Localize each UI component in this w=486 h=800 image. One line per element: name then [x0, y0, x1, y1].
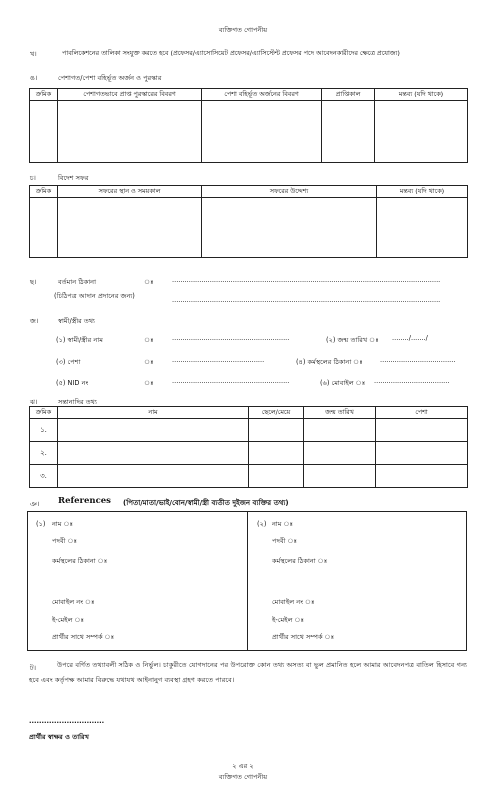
children-cell[interactable] — [58, 442, 249, 465]
travel-col-serial: ক্রমিক — [30, 186, 58, 198]
travel-cell[interactable] — [58, 198, 202, 258]
ref1-mobile-label: মোবাইল নং ঃ — [52, 598, 95, 606]
awards-col-nonprofessional: পেশা বহির্ভূত অর্জনের বিবরণ — [202, 89, 322, 101]
children-cell[interactable] — [376, 465, 468, 488]
section-uo-label: ঙ। — [30, 74, 38, 82]
spouse-nid-field[interactable]: ........................................................ — [172, 377, 290, 385]
signature-label: প্রার্থীর স্বাক্ষর ও তারিখ — [29, 733, 89, 741]
ref2-mobile-label: মোবাইল নং ঃ — [272, 598, 315, 606]
table-row — [30, 419, 468, 442]
section-kha-label: খ। — [30, 50, 37, 58]
references-divider — [247, 512, 248, 650]
children-cell[interactable] — [58, 419, 249, 442]
section-kha-text: পাবলিকেশনের তালিকা সংযুক্ত করতে হবে (প্রফেসর/এ্যাসোসিয়েট প্রফেসর/এ্যাসিস্টেন্ট প্রফেসর পদে আবেদনকারীদের ক্ষেত্রে প্রযোজ্য) — [62, 49, 400, 57]
travel-col-place: সফরের স্থান ও সময়কাল — [58, 186, 202, 198]
children-cell[interactable] — [249, 465, 304, 488]
ref1-relation-label: প্রার্থীর সাথে সম্পর্ক ঃ — [52, 633, 115, 641]
spouse-mobile-field[interactable]: .................................... — [374, 377, 450, 385]
travel-table — [29, 185, 468, 258]
awards-cell[interactable] — [322, 101, 375, 163]
spouse-profession-colon: ঃ — [144, 358, 154, 366]
awards-cell[interactable] — [375, 101, 468, 163]
address-note: (চিঠিপত্র আদান প্রদানের জন্য) — [54, 292, 135, 300]
section-chha-label: ছ। — [30, 278, 37, 286]
awards-col-serial: ক্রমিক — [30, 89, 58, 101]
ref2-workplace-label: কর্মস্থলের ঠিকানা ঃ — [272, 557, 328, 565]
ref2-name-label: নাম ঃ — [272, 520, 294, 528]
spouse-nid-label: (৫) NID নং — [56, 379, 89, 387]
children-cell[interactable] — [304, 442, 376, 465]
spouse-name-field[interactable]: ........................................................ — [172, 334, 290, 342]
children-cell[interactable] — [376, 442, 468, 465]
travel-cell[interactable] — [377, 198, 468, 258]
children-row-serial: ১. — [30, 419, 58, 442]
references-box — [27, 511, 467, 651]
spouse-workplace-field[interactable]: .................................... — [380, 356, 456, 364]
awards-cell[interactable] — [58, 101, 202, 163]
spouse-mobile-label: (৬) মোবাইল ঃ — [320, 379, 366, 387]
section-ta-label: ট। — [30, 664, 36, 672]
ref1-workplace-label: কর্মস্থলের ঠিকানা ঃ — [52, 557, 108, 565]
section-ja-label: জ। — [30, 317, 39, 325]
references-title: References — [58, 496, 111, 506]
spouse-dob-field[interactable]: ......../......./ — [392, 334, 428, 342]
spouse-name-label: (১) স্বামী/স্ত্রীর নাম — [56, 336, 103, 344]
section-uo-title: পেশাগত/পেশা বহির্ভূত অর্জন ও পুরস্কার — [58, 74, 162, 82]
table-row — [30, 442, 468, 465]
children-row-serial: ২. — [30, 442, 58, 465]
declaration-text: উপরে বর্ণিত তথ্যাবলী সঠিক ও নির্ভুল। চাকুরীতে যোগদানের পর উপরোক্ত কোন তথ্য অসত্য বা ভুল প্রমানিত হলে আমার আবেদনপত্র বাতিল হিসাবে গন্য হবে এবং কর্তৃপক্ষ আমার বিরুদ্ধে যথাযথ আইনানুগ ব্যবস্থা গ্রহণ করতে পারবে। — [29, 661, 467, 684]
children-row-serial: ৩. — [30, 465, 58, 488]
section-cha-title: বিদেশ সফর — [58, 174, 89, 182]
ref1-name-label: নাম ঃ — [52, 520, 74, 528]
children-cell[interactable] — [249, 442, 304, 465]
children-cell[interactable] — [249, 419, 304, 442]
travel-cell[interactable] — [30, 198, 58, 258]
ref2-no: (২) — [257, 520, 267, 528]
ref1-no: (১) — [36, 520, 46, 528]
children-col-profession: পেশা — [376, 407, 468, 419]
footer-page-number: ২ এর ২ — [232, 762, 254, 770]
travel-cell[interactable] — [202, 198, 377, 258]
spouse-nid-colon: ঃ — [144, 379, 154, 387]
section-ja-title: স্বামী/স্ত্রীর তথ্য — [58, 317, 95, 325]
spouse-profession-field[interactable]: ............................................ — [172, 356, 265, 364]
spouse-dob-label: (২) জন্ম তারিখ ঃ — [326, 336, 379, 344]
ref2-designation-label: পদবী ঃ — [272, 537, 298, 545]
references-subtitle: (পিতা/মাতা/ভাই/বোন/স্বামী/স্ত্রী ব্যতীত দুইজন ব্যক্তির তথ্য) — [123, 499, 289, 507]
section-nya-label: ঞ। — [30, 500, 40, 508]
children-cell[interactable] — [58, 465, 249, 488]
ref1-email-label: ই-মেইল ঃ — [52, 616, 85, 624]
awards-cell[interactable] — [30, 101, 58, 163]
children-col-name: নাম — [58, 407, 249, 419]
awards-cell[interactable] — [202, 101, 322, 163]
awards-col-period: প্রাপ্তিকাল — [322, 89, 375, 101]
awards-table — [29, 88, 468, 163]
children-col-gender: ছেলে/মেয়ে — [249, 407, 304, 419]
section-jha-label: ঝ। — [30, 398, 38, 406]
awards-col-professional: পেশাগতভাবে প্রাপ্ত পুরস্কারের বিবরণ — [58, 89, 202, 101]
children-col-dob: জন্ম তারিখ — [304, 407, 376, 419]
children-table — [29, 406, 468, 488]
address-colon: ঃ — [144, 278, 154, 286]
awards-col-remarks: মন্তব্য (যদি থাকে) — [375, 89, 468, 101]
children-cell[interactable] — [376, 419, 468, 442]
header-confidential: ব্যক্তিগত গোপনীয় — [218, 26, 268, 34]
travel-col-remarks: মন্তব্য (যদি থাকে) — [377, 186, 468, 198]
table-row — [30, 465, 468, 488]
address-line-2[interactable]: ................................................................................................................................ — [172, 296, 441, 304]
section-cha-label: চ। — [30, 174, 36, 182]
address-line-1[interactable]: ................................................................................................................................ — [172, 276, 441, 284]
travel-col-purpose: সফরের উদ্দেশ্য — [202, 186, 377, 198]
ref2-relation-label: প্রার্থীর সাথে সম্পর্ক ঃ — [272, 633, 335, 641]
address-label: বর্তমান ঠিকানা — [58, 278, 97, 286]
children-col-serial: ক্রমিক — [30, 407, 58, 419]
spouse-profession-label: (৩) পেশা — [56, 358, 81, 366]
spouse-workplace-label: (৪) কর্মস্থলের ঠিকানা ঃ — [296, 358, 363, 366]
section-jha-title: সন্তানাদির তথ্য — [58, 398, 97, 406]
spouse-name-colon: ঃ — [144, 336, 154, 344]
ref1-designation-label: পদবী ঃ — [52, 537, 78, 545]
footer-confidential: ব্যক্তিগত গোপনীয় — [218, 773, 268, 781]
children-cell[interactable] — [304, 419, 376, 442]
children-cell[interactable] — [304, 465, 376, 488]
ref2-email-label: ই-মেইল ঃ — [272, 616, 305, 624]
signature-line[interactable]: .............................. — [29, 717, 105, 725]
